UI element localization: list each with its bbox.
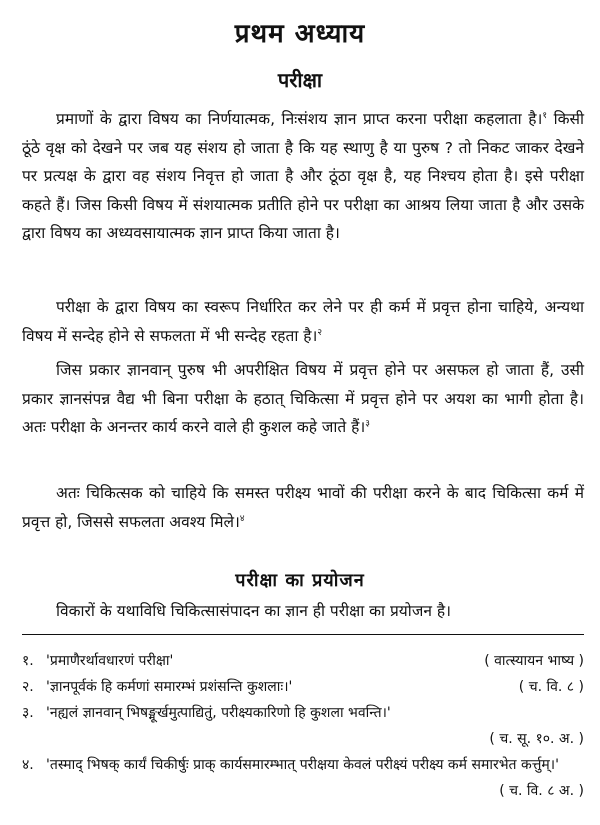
section-heading-purpose: परीक्षा का प्रयोजन: [235, 570, 365, 591]
footnote-1: [22, 648, 584, 674]
footnote-3: [22, 700, 584, 752]
paragraph-4-text: अतः चिकित्सक को चाहिये कि समस्त परीक्ष्य भावों की परीक्षा करने के बाद चिकित्सा कर्म में प्रवृत्त हो, जिससे सफलता अवश्य मिले।: [22, 484, 584, 531]
section-title: परीक्षा: [277, 68, 323, 92]
footnote-ref-3: ३: [365, 418, 370, 429]
footnote-ref-1: १: [542, 110, 548, 121]
paragraph-5-text: विकारों के यथाविधि चिकित्सासंपादन का ज्ञान ही परीक्षा का प्रयोजन है।: [56, 602, 451, 620]
paragraph-5: [22, 597, 584, 626]
footnote-ref-2: २: [317, 327, 323, 338]
footnote-source: ( वात्स्यायन भाष्य ): [484, 653, 584, 669]
footnote-source: ( च. वि. ८ अ. ): [499, 783, 584, 799]
footnote-number: १.: [22, 653, 34, 669]
footnote-text: 'ज्ञानपूर्वकं हि कर्मणां समारम्भं प्रशंसन्ति कुशलाः।': [46, 679, 293, 695]
footnotes: [22, 648, 584, 804]
footnote-source: ( च. सू. १०. अ. ): [489, 731, 584, 747]
footnote-number: ४.: [22, 757, 34, 773]
paragraph-4: [22, 479, 584, 536]
footnote-number: ३.: [22, 705, 34, 721]
footnote-text: 'प्रमाणैरर्थावधारणं परीक्षा': [46, 653, 174, 669]
footnote-number: २.: [22, 679, 34, 695]
paragraph-3: [22, 356, 584, 442]
paragraph-1-text-cont: किसी ठूंठे वृक्ष को देखने पर जब यह संशय हो जाता है कि यह स्थाणु है या पुरुष ? तो निकट जाकर देखने पर प्रत्यक्ष के द्वारा वह संशय निवृत्त हो जाता है और ठूंठा वृक्ष है, यह निश्चय होता है। इसे परीक्षा कहते हैं। जिस किसी विषय में संशयात्मक प्रतीति होने पर परीक्षा का आश्रय लिया जाता है और उसके द्वारा विषय का अध्यवसायात्मक ज्ञान प्राप्त किया जाता है।: [22, 110, 584, 242]
paragraph-1: [22, 105, 584, 248]
chapter-title: प्रथम अध्याय: [234, 19, 366, 49]
paragraph-3-text: जिस प्रकार ज्ञानवान् पुरुष भी अपरीक्षित विषय में प्रवृत्त होने पर असफल हो जाता हैं, उसी प्रकार ज्ञानसंपन्न वैद्य भी बिना परीक्षा के हठात् चिकित्सा में प्रवृत्त होने पर अयश का भागी होता है। अतः परीक्षा के अनन्तर कार्य करने वाले ही कुशल कहे जाते हैं।: [22, 361, 584, 436]
footnote-4: [22, 752, 584, 804]
footnote-source: ( च. वि. ८ ): [518, 679, 584, 695]
footnote-2: [22, 674, 584, 700]
paragraph-2-text: परीक्षा के द्वारा विषय का स्वरूप निर्धारित कर लेने पर ही कर्म में प्रवृत्त होना चाहिये, अन्यथा विषय में सन्देह होने से सफलता में भी सन्देह रहता है।: [22, 298, 584, 345]
footnote-ref-4: ४: [239, 513, 245, 524]
footnote-divider: [22, 634, 584, 635]
paragraph-1-text: प्रमाणों के द्वारा विषय का निर्णयात्मक, निःसंशय ज्ञान प्राप्त करना परीक्षा कहलाता है।: [56, 110, 543, 128]
paragraph-2: [22, 293, 584, 350]
footnote-text: 'नह्यलं ज्ञानवान् भिषङ्मूर्खमुत्पाद्यितुं, परीक्ष्यकारिणो हि कुशला भवन्ति।': [46, 705, 391, 721]
footnote-text: 'तस्माद् भिषक् कार्यं चिकीर्षुः प्राक् कार्यसमारम्भात् परीक्षया केवलं परीक्ष्यं परीक्ष्य कर्म समारभेत कर्त्तुम्।': [46, 757, 559, 773]
